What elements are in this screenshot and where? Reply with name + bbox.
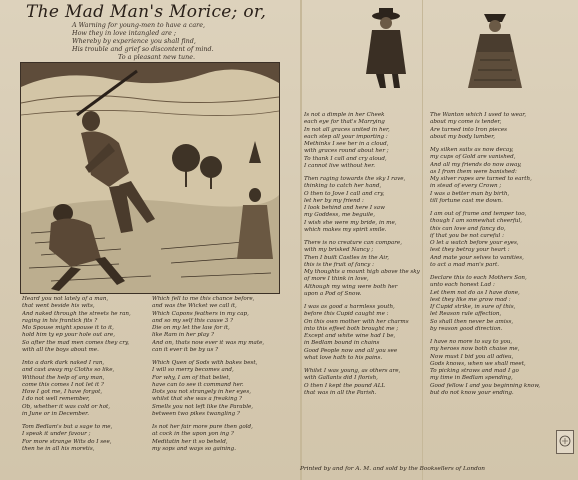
verse-line: come this comes I not let it ? <box>22 381 104 388</box>
verse-line: My silver ropes are turned to earth, <box>430 176 532 182</box>
verse-line: Except and white wine had I be, <box>304 333 396 339</box>
verse-line: Without the help of any man, <box>22 374 105 381</box>
verse-line: So shall then never be amiss, <box>430 318 514 325</box>
verse-line: till fortune cast me down. <box>430 197 503 204</box>
verse-line: Is not a dimple in her Cheek <box>304 112 385 118</box>
fold-line <box>300 0 302 480</box>
verse-line: at cock in the upon yon ing ? <box>152 431 234 438</box>
verse-line: like Ram in her play ? <box>152 332 214 339</box>
verse-line: if that you be not careful : <box>430 232 504 239</box>
verse-line: raging in his frantick fits ? <box>22 317 98 324</box>
verse-column-1 <box>22 296 150 453</box>
verse-line: by reason good direction. <box>430 325 503 332</box>
ballad-title: The Mad Man's Morice; or, <box>26 2 267 22</box>
verse-line: To thank I call and cry aloud, <box>304 155 387 162</box>
verse-line: My silken suits as now decay, <box>430 147 514 153</box>
verse-line: to act a mad man's part. <box>430 261 500 268</box>
verse-line: unto each honest Lad : <box>430 282 495 289</box>
verse-line: between two pikes twangling ? <box>152 410 240 417</box>
verse-line: let Reason rule affection, <box>430 311 502 318</box>
verse-line: The Wanton which I used to wear, <box>430 112 527 118</box>
verse-line: lest they like me grow mad : <box>430 296 511 303</box>
verse-line: I do not well remember, <box>22 396 90 403</box>
verse-line: Good fellow I and you beginning know, <box>430 382 541 389</box>
subtitle-line: Whereby by experience you shall find, <box>72 37 196 45</box>
verse-line: in stead of every Crown ; <box>430 183 502 190</box>
verse-line: each step all your importing : <box>304 133 388 140</box>
verse-line: And all my friends do now away, <box>430 161 522 168</box>
verse-line: Smells you not left like the Parable, <box>152 403 254 410</box>
gentleman-figure <box>352 8 416 90</box>
woodcut-gentleman <box>352 8 416 90</box>
verse-line: as I from them were banished: <box>430 168 517 175</box>
verse-line: and was the Wicket we call it, <box>152 303 237 310</box>
stamp-seal-icon <box>559 435 571 447</box>
verse-line: Die on my let the law for it, <box>152 325 230 331</box>
verse-line: How I got me, I have forgot, <box>22 389 103 395</box>
verse-line: that was in all the Parish. <box>304 389 377 396</box>
verse-line: I am out of frame and temper too, <box>430 211 527 217</box>
verse-column-4 <box>430 112 562 397</box>
verse-line: can it ever it be by us ? <box>152 346 219 353</box>
verse-line: each eye for that's Marrying <box>304 119 385 126</box>
verse-line: Declare this to each Mothers Son, <box>430 275 527 281</box>
verse-column-3 <box>304 112 422 397</box>
verse-line: with graces round about her ; <box>304 148 389 155</box>
verse-line: So after the mad men comes they cry, <box>22 339 130 346</box>
verse-line: I wish she were my bride, in me, <box>304 219 397 226</box>
verse-line: my Goddess, me beguile, <box>304 212 375 219</box>
fold-line-right <box>422 0 423 480</box>
subtitle-line: His trouble and grief so discontent of mind. <box>72 45 214 53</box>
verse-line: Dots you not strangely in her eyes, <box>152 389 251 395</box>
verse-line: with my brisked Nancy ; <box>304 247 374 254</box>
verse-line: My thoughts a mount high above the sky <box>304 269 420 275</box>
verse-line: of more I think in love, <box>304 276 369 283</box>
verse-line: this can love and fancy do, <box>430 225 506 232</box>
verse-line: which makes my spirit smile. <box>304 226 387 233</box>
verse-line: Are turned into Iron pieces <box>430 126 508 133</box>
subtitle-line: How they in love intangled are ; <box>72 29 177 37</box>
verse-line: Tom Bedlam's but a sage to me, <box>22 424 113 430</box>
verse-line: with Gallants did I florish, <box>304 375 378 382</box>
verse-line: about my body lumber, <box>430 133 496 140</box>
verse-line: my time in Bedlam spending, <box>430 375 513 382</box>
verse-line: whilst that she was a freaking ? <box>152 396 243 403</box>
verse-line: and so my self this cause 3 ? <box>152 317 234 324</box>
verse-line: my sops and ways so gaining. <box>152 445 237 452</box>
verse-line: Into a dark dark naked I ran, <box>22 360 105 366</box>
verse-line: with all the boys about me. <box>22 346 99 353</box>
verse-line: On this own mother with her charms <box>304 318 409 325</box>
verse-line: And mate your selves to vanities, <box>430 254 524 261</box>
verse-line: Methinks I see her in a cloud, <box>304 141 389 147</box>
verse-line: Let them not do as I have done, <box>430 289 520 296</box>
verse-line: I will so merry becomes and, <box>152 367 234 374</box>
verse-line: Then I built Castles in the Air, <box>304 254 390 261</box>
verse-line: let her by my friend : <box>304 197 364 204</box>
verse-line: I cannot live without her. <box>304 162 376 169</box>
verse-line: my cups of Gold are vanished, <box>430 154 516 161</box>
verse-line: Which Quen of Sods with bakes best, <box>152 360 258 366</box>
library-stamp <box>556 430 574 454</box>
verse-line: have can to see it command her. <box>152 381 244 388</box>
verse-line: lest they betray your heart : <box>430 247 510 254</box>
verse-line: In not all graces united in her, <box>304 126 390 133</box>
verse-line: thinking to catch her hand, <box>304 183 382 190</box>
verse-line: Mo Spouse might spouse it to it, <box>22 325 114 331</box>
verse-column-2 <box>152 296 292 453</box>
verse-line: O let a watch before your eyes, <box>430 240 519 246</box>
verse-line: I look behind and here I saw <box>304 205 385 211</box>
woodcut-fight-scene <box>20 62 280 294</box>
verse-line: If Cupid strike, in sure of this, <box>430 304 516 310</box>
verse-line: Whilst I was young, as others are, <box>304 368 401 374</box>
verse-line: upon a Pod of Snow. <box>304 290 362 297</box>
imprint-line: Printed by and for A. M. and sold by the Booksellers of London <box>300 466 486 472</box>
verse-line: And naked through the streets he ran, <box>22 310 131 317</box>
verse-line: Ob, whether it was cold or hot, <box>22 403 111 410</box>
verse-line: I have no more to say to you, <box>430 339 513 345</box>
verse-line: Now must I bid you all adieu, <box>430 353 514 360</box>
verse-line: Which fell to me this chance before, <box>152 296 255 302</box>
verse-line: And on, thats now ever it was my mate, <box>152 339 265 346</box>
verse-line: I was a better man by birth, <box>430 190 510 197</box>
verse-line: Gods knows, when we shall meet, <box>430 360 526 367</box>
verse-line: hold him ty ep your hole out are, <box>22 332 115 339</box>
verse-line: For why, I am of that beliet, <box>152 374 231 381</box>
verse-line: before this Cupid caught me : <box>304 311 389 318</box>
verse-line: Meditatin her it so beheld, <box>152 438 228 445</box>
verse-line: my heroes now both chaise me, <box>430 346 520 353</box>
verse-line: I was as good a harmless youth, <box>304 304 395 310</box>
verse-line: Good People now and all you see <box>304 347 398 354</box>
verse-line: what love hath to his pains. <box>304 354 383 361</box>
tune-line: To a pleasant new tune. <box>118 53 196 61</box>
subtitle-line: A Warning for young-men to have a care, <box>72 21 206 29</box>
verse-line: but do not know your ending. <box>430 389 514 396</box>
verse-line: and cast away my Cloths so like, <box>22 367 115 374</box>
verse-line: I speak it under favour ; <box>22 431 91 438</box>
verse-line: Is not her fair more pure then gold, <box>152 424 253 430</box>
verse-line: then he in all his moretis, <box>22 445 95 452</box>
verse-line: Although my wing were both her <box>304 283 398 290</box>
verse-line: There is no creature can compare, <box>304 240 402 246</box>
verse-line: Then raging towards the sky I rave, <box>304 176 406 182</box>
verse-line: into this effeet both brought me ; <box>304 325 399 332</box>
lady-figure <box>462 8 528 90</box>
verse-line: in Bedlam bound in chains <box>304 340 380 347</box>
fight-scene-illustration <box>21 63 279 293</box>
verse-line: in June or in December. <box>22 410 89 417</box>
verse-line: this is the fruit of fancy : <box>304 261 375 268</box>
verse-line: that went beside his wits, <box>22 303 95 310</box>
verse-line: O then I kept the pound ALL <box>304 382 386 389</box>
verse-line: To picking straws and mad I go <box>430 368 519 374</box>
verse-line: For more strange Wits do I see, <box>22 438 112 445</box>
verse-line: O then to Jove I call and cry, <box>304 190 385 197</box>
verse-line: about my come is tender, <box>430 119 502 126</box>
verse-line: Which Capons feathers in my cap, <box>152 310 249 317</box>
woodcut-lady <box>462 8 528 90</box>
verse-line: Heard you not lately of a man, <box>22 296 109 302</box>
verse-line: though I am somewhat cheerful, <box>430 218 523 225</box>
